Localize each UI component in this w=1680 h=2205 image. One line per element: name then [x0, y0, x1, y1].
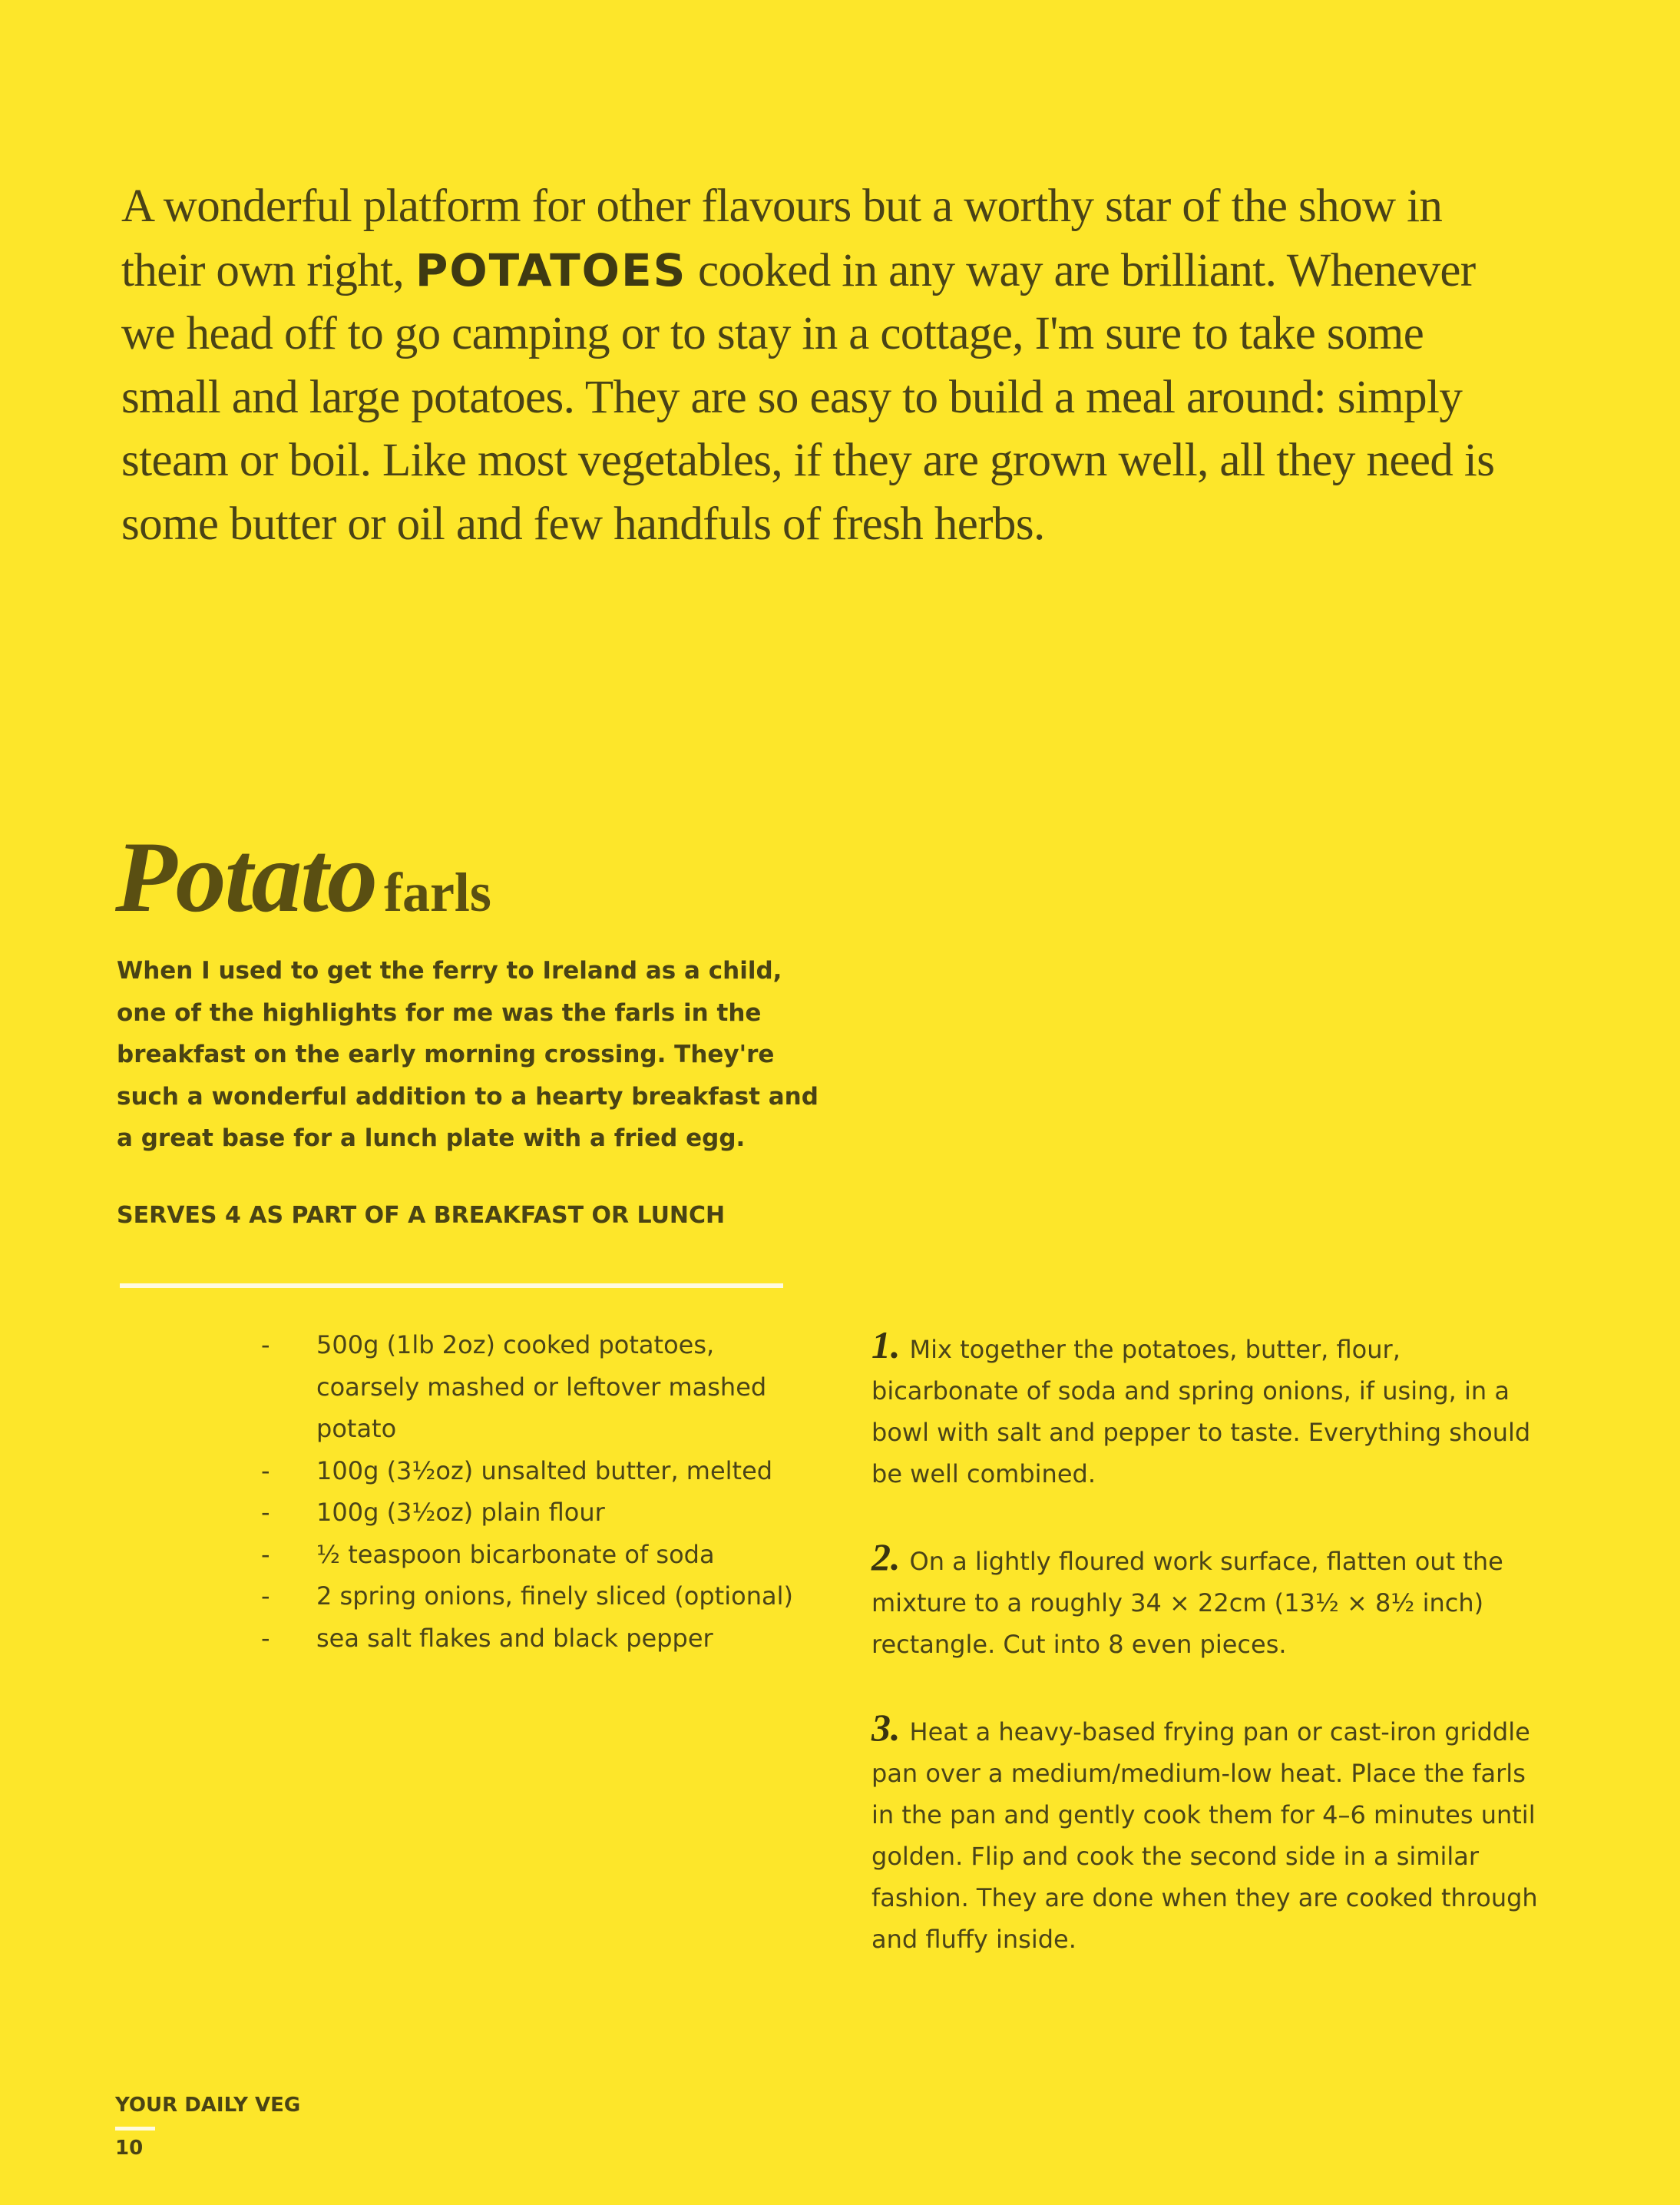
step-text: On a lightly floured work surface, flatten out the mixture to a roughly 34 × 22cm (13½ × 8½ inch) rectangle. Cut into 8 even pieces.	[871, 1547, 1503, 1659]
step-number: 2.	[871, 1535, 901, 1578]
dash-bullet: -	[261, 1455, 270, 1485]
ingredient-text: 100g (3½oz) unsalted butter, melted	[316, 1455, 773, 1485]
ingredient-text: 2 spring onions, finely sliced (optional)	[316, 1581, 793, 1611]
intro-highlight: POTATOES	[415, 243, 687, 296]
ingredient-text: 100g (3½oz) plain flour	[316, 1498, 605, 1527]
divider	[120, 1283, 783, 1288]
recipe-title-main: Potato	[115, 820, 376, 933]
dash-bullet: -	[261, 1498, 270, 1527]
page-number: 10	[115, 2137, 144, 2160]
recipe-title-sub: farls	[383, 862, 491, 923]
dash-bullet: -	[261, 1539, 270, 1569]
ingredient-text: 500g (1lb 2oz) cooked potatoes, coarsely mashed or leftover mashed potato	[316, 1330, 767, 1443]
step-text: Heat a heavy-based frying pan or cast-iron griddle pan over a medium/medium-low heat. Place the farls in the pan and gently cook them for 4–6 minutes until golden. Flip and cook the second side in a similar fashion. They are done when they are cooked through and fluffy inside.	[871, 1717, 1538, 1954]
footer-divider	[115, 2127, 155, 2131]
ingredient-text: ½ teaspoon bicarbonate of soda	[316, 1539, 715, 1569]
method-step	[871, 1707, 1539, 1960]
dash-bullet: -	[261, 1581, 270, 1611]
ingredient-item	[261, 1450, 799, 1492]
ingredient-item	[261, 1492, 799, 1534]
intro-text-after: cooked in any way are brilliant. Whenever we head off to go camping or to stay in a cottage, I'm sure to take some small and large potatoes. They are so easy to build a meal around: simply steam or boil. Like most vegetables, if they are grown well, all they need is some butter or oil and few handfuls of fresh herbs.	[121, 244, 1495, 550]
method-steps	[871, 1324, 1539, 2001]
dash-bullet: -	[261, 1623, 270, 1653]
dash-bullet: -	[261, 1330, 270, 1359]
ingredient-item	[261, 1324, 799, 1450]
step-number: 3.	[871, 1706, 901, 1749]
method-step	[871, 1324, 1539, 1495]
intro-text-before: A wonderful platform for other flavours but a worthy star of the show in their own right,	[121, 180, 1443, 296]
recipe-description: When I used to get the ferry to Ireland as a child, one of the highlights for me was the farls in the breakfast on the early morning crossing. They're such a wonderful addition to a hearty breakfast and a great base for a lunch plate with a fried egg.	[117, 957, 819, 1152]
step-text: Mix together the potatoes, butter, flour, bicarbonate of soda and spring onions, if using, in a bowl with salt and pepper to taste. Everything should be well combined.	[871, 1335, 1531, 1488]
ingredients-list	[261, 1324, 799, 1659]
ingredient-item	[261, 1617, 799, 1660]
step-number: 1.	[871, 1323, 901, 1366]
method-step	[871, 1536, 1539, 1665]
recipe-serves: SERVES 4 AS PART OF A BREAKFAST OR LUNCH	[117, 1202, 726, 1229]
intro-paragraph	[121, 175, 1503, 556]
ingredient-text: sea salt flakes and black pepper	[316, 1623, 713, 1653]
recipe-title	[115, 818, 491, 935]
ingredient-item	[261, 1534, 799, 1576]
ingredient-item	[261, 1575, 799, 1617]
footer-book-title: YOUR DAILY VEG	[115, 2094, 301, 2117]
